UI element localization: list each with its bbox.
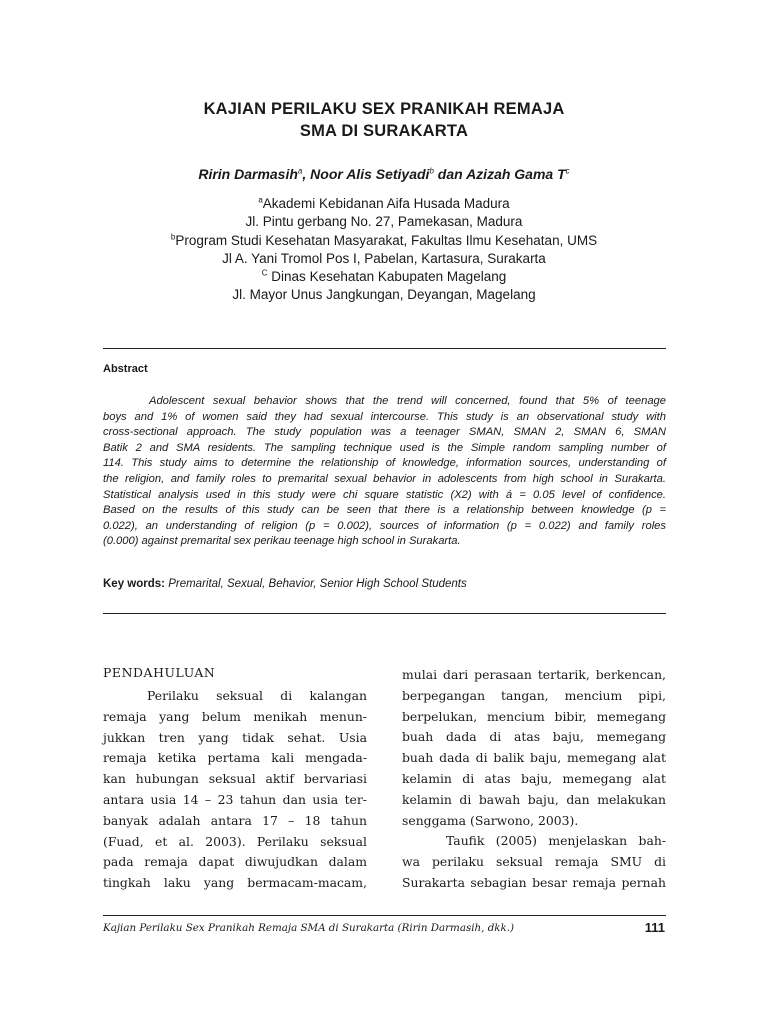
- body-line: pada remaja dapat diwujudkan dalam: [103, 854, 367, 870]
- body-line: antara usia 14 – 23 tahun dan usia ter-: [103, 791, 367, 807]
- body-line: tingkah laku yang bermacam-macam,: [103, 875, 367, 891]
- body-line: buah dada di atas baju, memegang: [402, 729, 666, 745]
- abstract-heading: Abstract: [103, 363, 148, 375]
- body-line: senggama (Sarwono, 2003).: [402, 812, 579, 828]
- body-column-left: [103, 663, 367, 894]
- abstract-line: cross-sectional approach. The study population was a teenager SMAN, SMAN 2, SMAN 6, SMAN: [103, 426, 666, 439]
- abstract-line: (0.000) against premarital sex perikau teenage high school in Surakarta.: [103, 535, 461, 548]
- abstract-line: Based on the results of this study can be seen that there is a relationship between knowledge (p =: [103, 504, 666, 517]
- body-line: Perilaku seksual di kalangan: [147, 688, 367, 703]
- abstract-body: [103, 394, 666, 550]
- keywords-label: Key words:: [103, 578, 165, 590]
- body-line: berpelukan, mencium bibir, memegang: [402, 708, 666, 724]
- body-line: mulai dari perasaan tertarik, berkencan,: [402, 667, 666, 682]
- affiliation-list: [0, 195, 768, 305]
- affiliation-text: Dinas Kesehatan Kabupaten Magelang: [267, 269, 507, 285]
- keywords: [103, 578, 467, 590]
- author-list: [0, 166, 768, 182]
- body-line: jukkan tren yang tidak sehat. Usia: [103, 729, 367, 745]
- paper-title: [0, 98, 768, 142]
- page-number: 111: [644, 920, 665, 935]
- author-separator: ,: [302, 166, 311, 182]
- author-superscript: b: [429, 166, 434, 176]
- affiliation-line: [0, 232, 768, 250]
- affiliation-text: Akademi Kebidanan Aifa Husada Madura: [262, 196, 510, 211]
- affiliation-line: [0, 286, 768, 304]
- body-line: kelamin di bawah baju, dan melakukan: [402, 791, 666, 807]
- abstract-line: Adolescent sexual behavior shows that the trend will concerned, found that 5% of teenage: [149, 395, 666, 407]
- body-line: remaja ketika pertama kali mengada-: [103, 750, 367, 766]
- abstract-bottom-rule: [103, 613, 666, 614]
- affiliation-text: Jl. Mayor Unus Jangkungan, Deyangan, Magelang: [232, 287, 536, 303]
- affiliation-text: Jl. Pintu gerbang No. 27, Pamekasan, Madura: [245, 214, 523, 230]
- title-line-1: KAJIAN PERILAKU SEX PRANIKAH REMAJA: [203, 100, 565, 118]
- affiliation-line: [0, 250, 768, 268]
- abstract-line: Statistical analysis used in this study were chi square statistic (X2) with á = 0.05 level of confidence.: [103, 488, 666, 501]
- body-line: Taufik (2005) menjelaskan bah-: [446, 833, 666, 849]
- footer-rule: [103, 915, 666, 916]
- abstract-line: Batik 2 and SMA residents. The sampling technique used is the Simple random sampling number of: [103, 441, 666, 454]
- title-line-2: SMA DI SURAKARTA: [299, 122, 469, 140]
- abstract-line: 114. This study aims to determine the relationship of knowledge, information sources, understanding of: [103, 457, 666, 470]
- section-heading: PENDAHULUAN: [103, 665, 216, 680]
- keywords-value: Premarital, Sexual, Behavior, Senior High School Students: [165, 578, 467, 590]
- affiliation-text: Program Studi Kesehatan Masyarakat, Fakultas Ilmu Kesehatan, UMS: [175, 232, 598, 248]
- body-line: buah dada di balik baju, memegang alat: [402, 750, 666, 766]
- footer-running-title: Kajian Perilaku Sex Pranikah Remaja SMA di Surakarta (Ririn Darmasih, dkk.): [103, 922, 515, 934]
- author-name: Noor Alis Setiyadi: [310, 166, 430, 182]
- author-superscript: c: [565, 166, 570, 176]
- author-separator: dan: [433, 166, 467, 182]
- author-name: Azizah Gama T: [466, 166, 566, 182]
- affiliation-superscript: b: [170, 232, 176, 242]
- affiliation-superscript: C: [261, 268, 268, 278]
- body-line: (Fuad, et al. 2003). Perilaku seksual: [103, 833, 367, 849]
- affiliation-superscript: a: [258, 195, 263, 205]
- body-line: Surakarta sebagian besar remaja pernah: [402, 874, 666, 890]
- body-line: kelamin di atas baju, memegang alat: [402, 770, 666, 786]
- affiliation-line: [0, 268, 768, 286]
- author-superscript: a: [297, 166, 303, 176]
- body-column-right: [402, 665, 666, 894]
- abstract-line: the religion, and family roles to premarital sexual behavior in adolescents from high school in Surakarta.: [103, 472, 666, 485]
- body-line: wa perilaku seksual remaja SMU di: [402, 854, 666, 870]
- author-name: Ririn Darmasih: [198, 166, 298, 182]
- body-line: remaja yang belum menikah menun-: [103, 708, 367, 724]
- body-line: berpegangan tangan, mencium pipi,: [402, 687, 666, 703]
- body-line: kan hubungan seksual aktif bervariasi: [103, 771, 367, 787]
- affiliation-line: [0, 213, 768, 231]
- affiliation-line: [0, 195, 768, 213]
- affiliation-text: Jl A. Yani Tromol Pos I, Pabelan, Kartasura, Surakarta: [222, 250, 546, 266]
- abstract-line: boys and 1% of women said they had sexual intercourse. This study is an observational study with: [103, 410, 666, 423]
- body-line: banyak adalah antara 17 – 18 tahun: [103, 812, 367, 828]
- abstract-line: 0.022), an understanding of religion (p = 0.002), sources of information (p = 0.022) and family roles: [103, 519, 666, 532]
- abstract-top-rule: [103, 348, 666, 349]
